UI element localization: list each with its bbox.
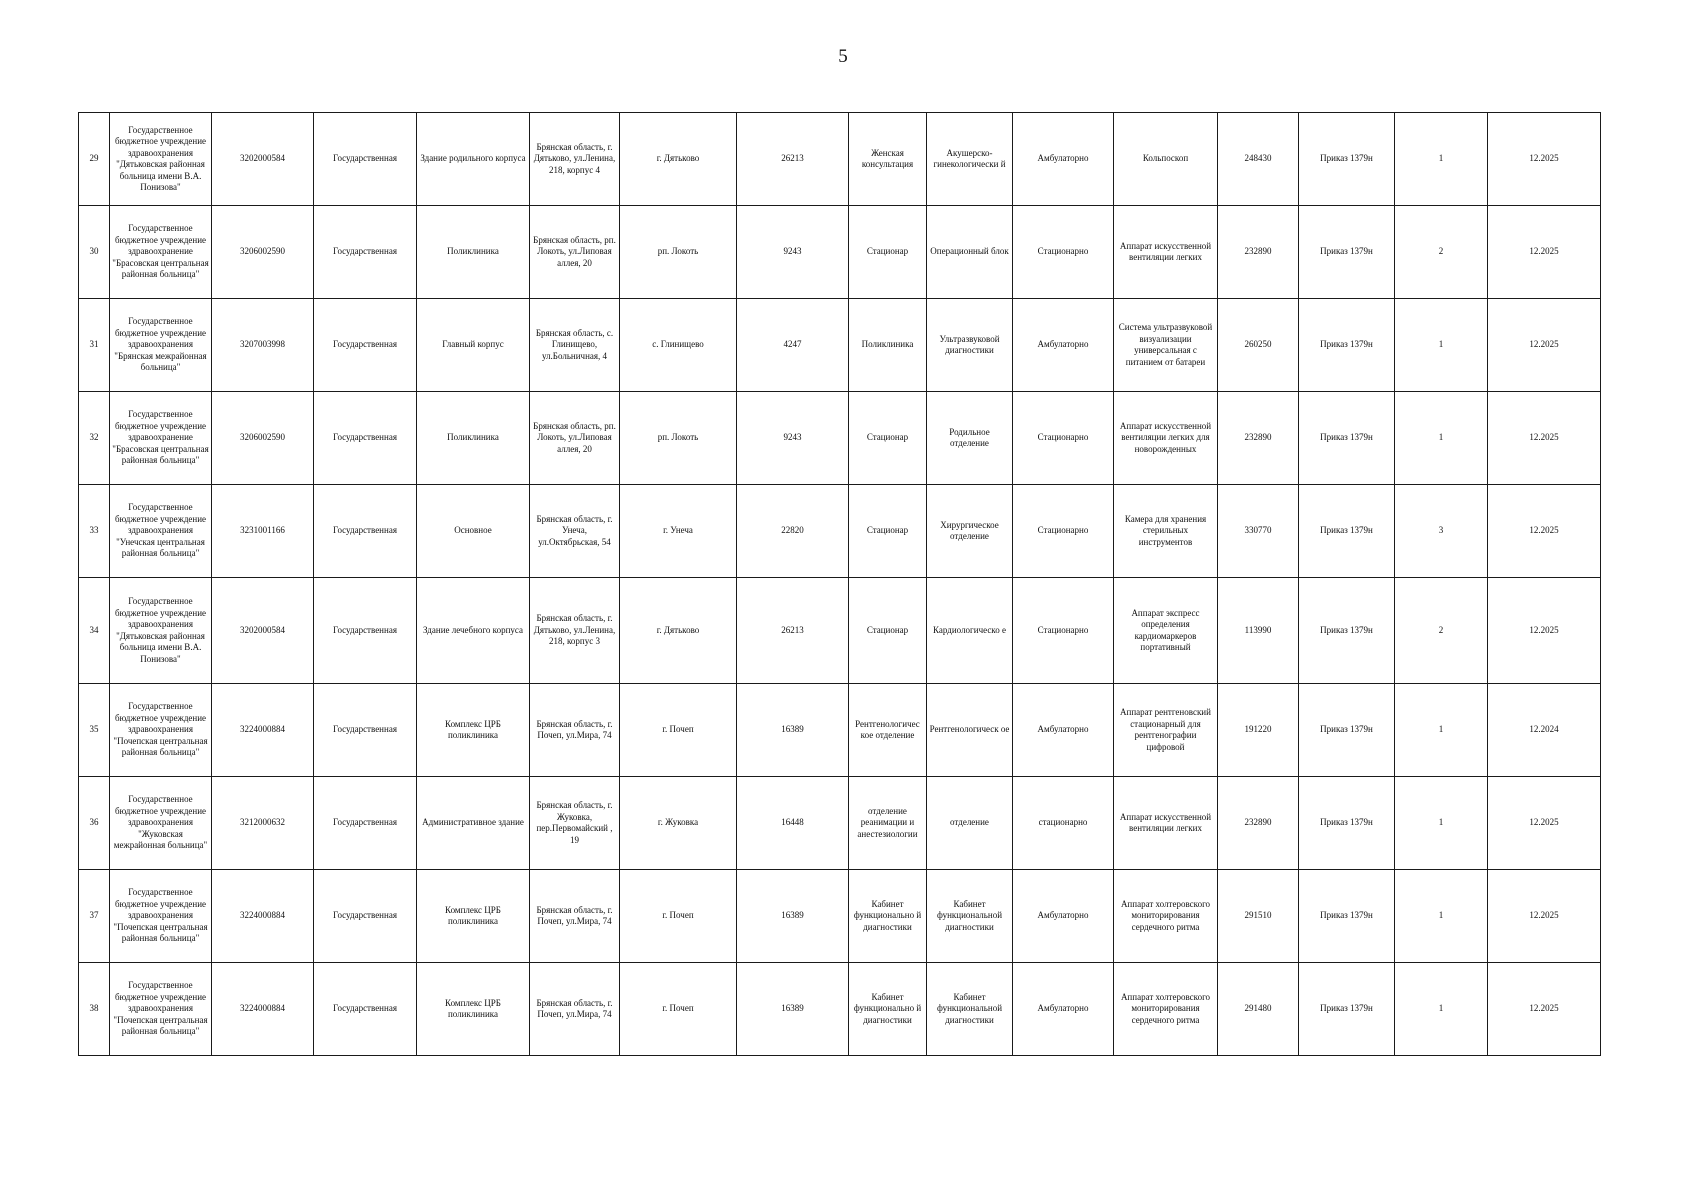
cell-ownership-type: Государственная bbox=[314, 777, 417, 870]
cell-settlement: г. Почеп bbox=[620, 870, 737, 963]
cell-quantity: 3 bbox=[1395, 485, 1488, 578]
cell-planned-date: 12.2025 bbox=[1488, 392, 1601, 485]
cell-ownership-type: Государственная bbox=[314, 684, 417, 777]
cell-unit-name: Стационар bbox=[849, 206, 927, 299]
cell-equipment-code: 248430 bbox=[1218, 113, 1299, 206]
cell-planned-date: 12.2025 bbox=[1488, 206, 1601, 299]
cell-building-name: Поликлиника bbox=[417, 392, 530, 485]
cell-row-number: 35 bbox=[79, 684, 110, 777]
cell-population: 9243 bbox=[737, 206, 849, 299]
cell-row-number: 37 bbox=[79, 870, 110, 963]
cell-care-type: Стационарно bbox=[1013, 485, 1114, 578]
cell-equipment-code: 291480 bbox=[1218, 963, 1299, 1056]
cell-care-type: Амбулаторно bbox=[1013, 684, 1114, 777]
cell-address: Брянская область, г. Дятьково, ул.Ленина, 218, корпус 4 bbox=[530, 113, 620, 206]
cell-ownership-type: Государственная bbox=[314, 113, 417, 206]
cell-quantity: 1 bbox=[1395, 777, 1488, 870]
cell-care-type: Стационарно bbox=[1013, 578, 1114, 684]
cell-row-number: 31 bbox=[79, 299, 110, 392]
cell-settlement: г. Почеп bbox=[620, 963, 737, 1056]
cell-address: Брянская область, г. Унеча, ул.Октябрьская, 54 bbox=[530, 485, 620, 578]
cell-department-name: Родильное отделение bbox=[927, 392, 1013, 485]
table-row bbox=[79, 777, 1601, 870]
cell-organization-code: 3206002590 bbox=[212, 206, 314, 299]
cell-unit-name: отделение реанимации и анестезиологии bbox=[849, 777, 927, 870]
cell-organization-code: 3212000632 bbox=[212, 777, 314, 870]
cell-building-name: Поликлиника bbox=[417, 206, 530, 299]
cell-settlement: рп. Локоть bbox=[620, 206, 737, 299]
cell-planned-date: 12.2025 bbox=[1488, 870, 1601, 963]
cell-unit-name: Кабинет функционально й диагностики bbox=[849, 963, 927, 1056]
cell-unit-name: Женская консультация bbox=[849, 113, 927, 206]
cell-equipment-code: 232890 bbox=[1218, 206, 1299, 299]
cell-care-type: Стационарно bbox=[1013, 206, 1114, 299]
cell-order-reference: Приказ 1379н bbox=[1299, 299, 1395, 392]
cell-equipment-name: Аппарат экспресс определения кардиомаркеров портативный bbox=[1114, 578, 1218, 684]
cell-building-name: Комплекс ЦРБ поликлиника bbox=[417, 870, 530, 963]
cell-organization-name: Государственное бюджетное учреждение здравоохранения "Почепская центральная районная больница" bbox=[110, 870, 212, 963]
cell-building-name: Основное bbox=[417, 485, 530, 578]
cell-planned-date: 12.2025 bbox=[1488, 578, 1601, 684]
cell-equipment-code: 232890 bbox=[1218, 777, 1299, 870]
cell-organization-name: Государственное бюджетное учреждение здравоохранения "Унечская центральная районная больница" bbox=[110, 485, 212, 578]
cell-organization-name: Государственное бюджетное учреждение здравоохранения "Почепская центральная районная больница" bbox=[110, 684, 212, 777]
cell-equipment-name: Аппарат искусственной вентиляции легких bbox=[1114, 777, 1218, 870]
cell-building-name: Здание родильного корпуса bbox=[417, 113, 530, 206]
cell-quantity: 2 bbox=[1395, 206, 1488, 299]
cell-population: 9243 bbox=[737, 392, 849, 485]
cell-building-name: Главный корпус bbox=[417, 299, 530, 392]
cell-unit-name: Поликлиника bbox=[849, 299, 927, 392]
cell-equipment-name: Аппарат холтеровского мониторирования сердечного ритма bbox=[1114, 963, 1218, 1056]
cell-row-number: 33 bbox=[79, 485, 110, 578]
cell-settlement: г. Жуковка bbox=[620, 777, 737, 870]
cell-care-type: Стационарно bbox=[1013, 392, 1114, 485]
cell-care-type: стационарно bbox=[1013, 777, 1114, 870]
cell-equipment-code: 291510 bbox=[1218, 870, 1299, 963]
cell-quantity: 1 bbox=[1395, 299, 1488, 392]
cell-quantity: 1 bbox=[1395, 684, 1488, 777]
cell-row-number: 38 bbox=[79, 963, 110, 1056]
cell-equipment-name: Аппарат искусственной вентиляции легких для новорожденных bbox=[1114, 392, 1218, 485]
cell-settlement: г. Дятьково bbox=[620, 113, 737, 206]
cell-unit-name: Стационар bbox=[849, 578, 927, 684]
cell-row-number: 32 bbox=[79, 392, 110, 485]
cell-care-type: Амбулаторно bbox=[1013, 113, 1114, 206]
cell-quantity: 1 bbox=[1395, 392, 1488, 485]
table-row bbox=[79, 578, 1601, 684]
cell-organization-code: 3206002590 bbox=[212, 392, 314, 485]
cell-order-reference: Приказ 1379н bbox=[1299, 392, 1395, 485]
cell-organization-code: 3224000884 bbox=[212, 684, 314, 777]
cell-building-name: Здание лечебного корпуса bbox=[417, 578, 530, 684]
cell-address: Брянская область, г. Почеп, ул.Мира, 74 bbox=[530, 870, 620, 963]
cell-population: 26213 bbox=[737, 113, 849, 206]
cell-building-name: Административное здание bbox=[417, 777, 530, 870]
cell-settlement: г. Почеп bbox=[620, 684, 737, 777]
cell-address: Брянская область, рп. Локоть, ул.Липовая аллея, 20 bbox=[530, 392, 620, 485]
cell-address: Брянская область, с. Глинищево, ул.Больничная, 4 bbox=[530, 299, 620, 392]
cell-planned-date: 12.2025 bbox=[1488, 113, 1601, 206]
cell-equipment-name: Аппарат рентгеновский стационарный для рентгенографии цифровой bbox=[1114, 684, 1218, 777]
cell-care-type: Амбулаторно bbox=[1013, 963, 1114, 1056]
cell-equipment-code: 113990 bbox=[1218, 578, 1299, 684]
cell-row-number: 34 bbox=[79, 578, 110, 684]
cell-ownership-type: Государственная bbox=[314, 299, 417, 392]
cell-quantity: 1 bbox=[1395, 963, 1488, 1056]
cell-address: Брянская область, г. Почеп, ул.Мира, 74 bbox=[530, 963, 620, 1056]
cell-unit-name: Кабинет функционально й диагностики bbox=[849, 870, 927, 963]
cell-order-reference: Приказ 1379н bbox=[1299, 870, 1395, 963]
cell-building-name: Комплекс ЦРБ поликлиника bbox=[417, 684, 530, 777]
cell-order-reference: Приказ 1379н bbox=[1299, 777, 1395, 870]
cell-planned-date: 12.2025 bbox=[1488, 963, 1601, 1056]
table-row bbox=[79, 870, 1601, 963]
cell-ownership-type: Государственная bbox=[314, 870, 417, 963]
cell-row-number: 29 bbox=[79, 113, 110, 206]
cell-order-reference: Приказ 1379н bbox=[1299, 485, 1395, 578]
cell-unit-name: Рентгенологичес кое отделение bbox=[849, 684, 927, 777]
cell-organization-code: 3224000884 bbox=[212, 870, 314, 963]
table-row bbox=[79, 485, 1601, 578]
cell-organization-name: Государственное бюджетное учреждение здравоохранение "Брасовская центральная районная больница" bbox=[110, 392, 212, 485]
cell-department-name: Кабинет функциональной диагностики bbox=[927, 963, 1013, 1056]
cell-equipment-code: 191220 bbox=[1218, 684, 1299, 777]
cell-population: 26213 bbox=[737, 578, 849, 684]
cell-organization-name: Государственное бюджетное учреждение здравоохранение "Брасовская центральная районная больница" bbox=[110, 206, 212, 299]
cell-planned-date: 12.2024 bbox=[1488, 684, 1601, 777]
cell-planned-date: 12.2025 bbox=[1488, 485, 1601, 578]
cell-department-name: Рентгенологическ ое bbox=[927, 684, 1013, 777]
cell-order-reference: Приказ 1379н bbox=[1299, 578, 1395, 684]
cell-organization-code: 3231001166 bbox=[212, 485, 314, 578]
cell-row-number: 36 bbox=[79, 777, 110, 870]
cell-population: 4247 bbox=[737, 299, 849, 392]
cell-ownership-type: Государственная bbox=[314, 485, 417, 578]
cell-order-reference: Приказ 1379н bbox=[1299, 206, 1395, 299]
cell-address: Брянская область, рп. Локоть, ул.Липовая аллея, 20 bbox=[530, 206, 620, 299]
cell-department-name: Ультразвуковой диагностики bbox=[927, 299, 1013, 392]
table-row bbox=[79, 299, 1601, 392]
cell-quantity: 2 bbox=[1395, 578, 1488, 684]
cell-organization-code: 3224000884 bbox=[212, 963, 314, 1056]
cell-care-type: Амбулаторно bbox=[1013, 299, 1114, 392]
cell-department-name: Операционный блок bbox=[927, 206, 1013, 299]
cell-organization-name: Государственное бюджетное учреждение здравоохранения "Брянская межрайонная больница" bbox=[110, 299, 212, 392]
cell-care-type: Амбулаторно bbox=[1013, 870, 1114, 963]
cell-quantity: 1 bbox=[1395, 113, 1488, 206]
cell-equipment-code: 260250 bbox=[1218, 299, 1299, 392]
cell-order-reference: Приказ 1379н bbox=[1299, 963, 1395, 1056]
cell-department-name: Кабинет функциональной диагностики bbox=[927, 870, 1013, 963]
cell-population: 16448 bbox=[737, 777, 849, 870]
cell-address: Брянская область, г. Почеп, ул.Мира, 74 bbox=[530, 684, 620, 777]
cell-ownership-type: Государственная bbox=[314, 963, 417, 1056]
cell-ownership-type: Государственная bbox=[314, 392, 417, 485]
cell-settlement: с. Глинищево bbox=[620, 299, 737, 392]
cell-row-number: 30 bbox=[79, 206, 110, 299]
table-row bbox=[79, 206, 1601, 299]
cell-organization-name: Государственное бюджетное учреждение здравоохранения "Жуковская межрайонная больница" bbox=[110, 777, 212, 870]
cell-organization-code: 3202000584 bbox=[212, 113, 314, 206]
page-number: 5 bbox=[838, 46, 848, 67]
cell-population: 16389 bbox=[737, 870, 849, 963]
cell-unit-name: Стационар bbox=[849, 392, 927, 485]
table-row bbox=[79, 113, 1601, 206]
table-row bbox=[79, 392, 1601, 485]
cell-organization-name: Государственное бюджетное учреждение здравоохранения "Почепская центральная районная больница" bbox=[110, 963, 212, 1056]
cell-settlement: г. Дятьково bbox=[620, 578, 737, 684]
cell-ownership-type: Государственная bbox=[314, 206, 417, 299]
cell-organization-code: 3207003998 bbox=[212, 299, 314, 392]
cell-equipment-name: Аппарат искусственной вентиляции легких bbox=[1114, 206, 1218, 299]
cell-planned-date: 12.2025 bbox=[1488, 777, 1601, 870]
cell-building-name: Комплекс ЦРБ поликлиника bbox=[417, 963, 530, 1056]
equipment-registry-table bbox=[78, 112, 1601, 1056]
cell-department-name: Акушерско-гинекологически й bbox=[927, 113, 1013, 206]
table-row bbox=[79, 684, 1601, 777]
cell-settlement: г. Унеча bbox=[620, 485, 737, 578]
cell-department-name: отделение bbox=[927, 777, 1013, 870]
cell-order-reference: Приказ 1379н bbox=[1299, 113, 1395, 206]
cell-department-name: Кардиологическо е bbox=[927, 578, 1013, 684]
cell-population: 16389 bbox=[737, 963, 849, 1056]
cell-address: Брянская область, г. Дятьково, ул.Ленина, 218, корпус 3 bbox=[530, 578, 620, 684]
cell-population: 16389 bbox=[737, 684, 849, 777]
cell-settlement: рп. Локоть bbox=[620, 392, 737, 485]
cell-address: Брянская область, г. Жуковка, пер.Первомайский , 19 bbox=[530, 777, 620, 870]
cell-equipment-name: Камера для хранения стерильных инструментов bbox=[1114, 485, 1218, 578]
cell-planned-date: 12.2025 bbox=[1488, 299, 1601, 392]
cell-quantity: 1 bbox=[1395, 870, 1488, 963]
cell-equipment-name: Кольпоскоп bbox=[1114, 113, 1218, 206]
cell-equipment-code: 330770 bbox=[1218, 485, 1299, 578]
cell-unit-name: Стационар bbox=[849, 485, 927, 578]
cell-equipment-name: Аппарат холтеровского мониторирования сердечного ритма bbox=[1114, 870, 1218, 963]
cell-population: 22820 bbox=[737, 485, 849, 578]
cell-ownership-type: Государственная bbox=[314, 578, 417, 684]
cell-equipment-code: 232890 bbox=[1218, 392, 1299, 485]
table-row bbox=[79, 963, 1601, 1056]
cell-department-name: Хирургическое отделение bbox=[927, 485, 1013, 578]
cell-organization-name: Государственное бюджетное учреждение здравоохранения "Дятьковская районная больница имени В.А. Понизова" bbox=[110, 578, 212, 684]
cell-organization-code: 3202000584 bbox=[212, 578, 314, 684]
cell-order-reference: Приказ 1379н bbox=[1299, 684, 1395, 777]
cell-equipment-name: Система ультразвуковой визуализации универсальная с питанием от батареи bbox=[1114, 299, 1218, 392]
cell-organization-name: Государственное бюджетное учреждение здравоохранения "Дятьковская районная больница имени В.А. Понизова" bbox=[110, 113, 212, 206]
